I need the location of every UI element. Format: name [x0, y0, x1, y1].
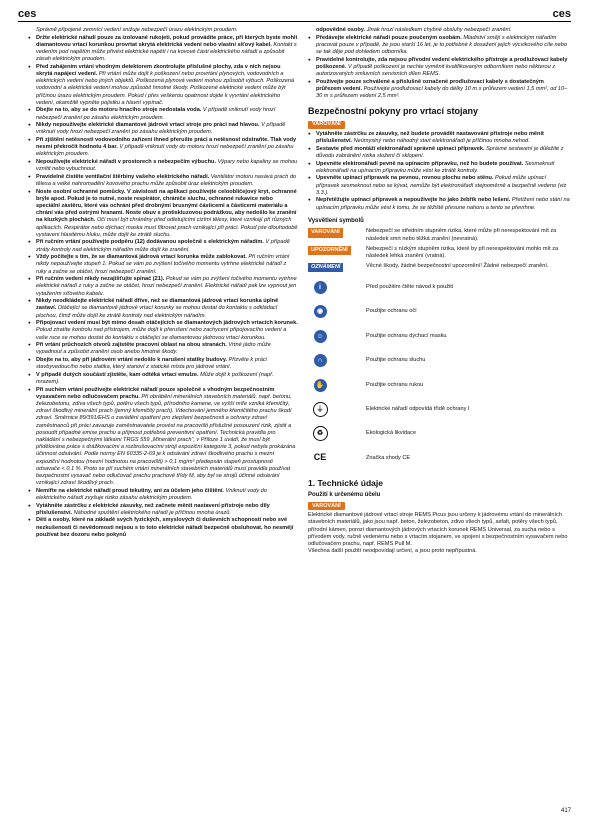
italic-text: Přetížení nebo stání na upínacím přípravku může vést k tomu, že se těžiště přesune nahoru a tento se převrhne. — [316, 197, 570, 211]
list-item — [308, 146, 570, 160]
stand-safety-list — [308, 131, 570, 212]
bold-text: Nepoužívejte elektrické nářadí v prostorech s nebezpečím výbuchu. — [36, 159, 218, 165]
warning-label: VAROVÁNÍ — [308, 121, 345, 129]
list-item — [28, 357, 298, 371]
italic-text: Pokud ztratíte kontrolu nad přístrojem, může dojít k přerušení nebo zachycení připojovacího vedení a vaše ruce se mohou dostat do kontaktu s otáčející se diamantovou jádrovou vrtací korunkou. — [36, 327, 287, 341]
header-left: ces — [18, 8, 37, 20]
right-column — [308, 27, 570, 555]
bold-text: Nepřetěžujte upínací přípravek a nepoužívejte ho jako žebřík nebo lešení. — [316, 197, 512, 204]
icon-list — [308, 275, 570, 470]
icon-row — [308, 300, 570, 324]
bold-text: V případě dutých součástí zjistěte, kam odtéká vrtací emulze. — [36, 371, 201, 378]
list-item — [308, 79, 570, 101]
italic-text: Kontakt s vedením pod napětím může přivést elektrické napětí i na kovové části elektrického nářadí a způsobit zásah elektrickým proudem. — [36, 41, 297, 63]
list-item — [28, 35, 298, 64]
list-item — [28, 239, 298, 253]
bold-text: Vždy počítejte s tím, že se diamantová jádrová vrtací korunka může zablokovat. — [36, 254, 249, 261]
list-item — [28, 387, 298, 488]
italic-text: Správně připojené zemnící vedení snižuje nebezpečí úrazu elektrickým proudem. — [36, 27, 238, 33]
tech-subtitle: Použití k určenému účelu — [308, 492, 381, 499]
symbol-text: Nebezpečí s nízkým stupněm rizika, které by při nerespektování mohlo mít za následek lehká zranění (vratná). — [366, 245, 559, 260]
list-item — [308, 27, 570, 34]
italic-text: Otáčející se diamantové jádrové vrtací korunky se mohou dostat do kontaktu s odkládací plochou, čímž může dojít ke ztrátě kontroly nad elektrickým nářadím. — [36, 305, 278, 319]
respirator-icon: ☺ — [314, 330, 327, 343]
italic-text: Při vrtání může dojít k poškození nebo provrtání plynových, vodovodních a elektrických vedení nebo jiných objektů. Poškozená plynová vedení mohou způsobit výbuch. Poškozená vodovodní a elektrická vedení mohou způsobit hmotné škody. Poškozené elektrické vedení může být příčinou úrazu elektrickým proudem. Pokud i přes veškerou opatrnost dojde k vyvrtání elektrického vedení, okamžitě vypněte pojistku a hlavní vypínač. — [36, 71, 295, 106]
list-item — [28, 159, 298, 173]
bold-text: Nikdy nepoužívejte elektrické diamantové jádrové vrtací stroje pro práci nad hlavou. — [36, 122, 262, 129]
tech-title: 1. Technické údaje — [308, 478, 383, 489]
bold-text: Upevněte upínací přípravek na pevnou, rovnou plochu nebo stěnu. — [316, 175, 496, 182]
symbols-title: Vysvětlení symbolů — [308, 217, 364, 224]
symbol-text: Nebezpečí se středním stupněm rizika, které může při nerespektování mít za následek smrt nebo těžká zranění (nevratná). — [366, 228, 557, 242]
italic-text: Oči musí být chráněny před odletujícími cizími tělesy, které vznikají při různých aplikacích. Respirátor nebo dýchací maska musí filtrovat prach vznikající při práci. Pokud jste dlouhodobě vystaveni hlasitému hluku, může dojít ke ztrátě sluchu. — [36, 217, 298, 238]
bold-text: Sestavte před montáží elektronářadí správně upínací přípravek. — [316, 145, 487, 152]
section-title: Bezpečnostní pokyny pro vrtací stojany — [308, 106, 479, 117]
bold-text: Dbejte na to, aby se do motoru hnacího stroje nedostala voda. — [36, 107, 203, 114]
list-item — [28, 276, 298, 298]
symbol-text: Věcné škody, žádné bezpečnostní upozornění! Žádné nebezpečí zranění. — [366, 263, 549, 270]
list-item — [308, 175, 570, 197]
italic-text: Ventilátor motoru nasává prach do tělesa a velké nahromadění kovového prachu může způsobit úraz elektrickým proudem. — [36, 173, 297, 187]
bold-text: Dbejte na to, aby při jádrovém vrtání nedošlo k narušení statiky budovy. — [36, 357, 229, 363]
italic-text: V případě vniknutí vody do motoru hrozí nebezpečí zranění po zásahu elektrickým proudem. — [36, 144, 294, 158]
symbol-row — [308, 263, 570, 272]
list-item — [28, 320, 298, 342]
symbol-row — [308, 246, 570, 260]
symbol-tag: UPOZORNĚNÍ — [308, 246, 351, 255]
list-item — [308, 57, 570, 79]
bold-text: Noste osobní ochranné pomůcky. V závislosti na aplikaci používejte celoobličejový kryt, ochranné brýle apod. Pokud je to nutné, noste respirátor, chrániče sluchu, ochranné rukavice nebo speciální zástěru, které vás ochrání před drobnými brusnými částicemi a částicemi materiálu a chrání vás před ostrými hranami. Noste obuv s protiskluzovou podrážkou, aby nedošlo ke zranění na kluzkých plochách. — [36, 188, 297, 224]
italic-text: Jinak hrozí následkem chybné obsluhy nebezpečí zranění. — [366, 27, 512, 33]
list-item — [28, 517, 298, 539]
icon-row — [308, 446, 570, 470]
icon-row — [308, 275, 570, 299]
list-item — [28, 298, 298, 320]
symbol-row — [308, 228, 570, 242]
italic-text: Vniknutí vody do elektrického nářadí zvyšuje riziko zásahu elektrickým proudem. — [36, 487, 267, 502]
bold-text: Při ručním vrtání používejte podpěru (12) dodávanou společně s elektrickým nářadím. — [36, 239, 266, 246]
bold-text: Vytáhněte zástrčku ze zásuvky, než budete provádět nastavování přístroje nebo měnit příslušenství. — [316, 130, 544, 145]
page-number: 417 — [560, 808, 571, 814]
recycling-icon: ♻ — [313, 426, 328, 441]
italic-text: Při ručním vrtání nikdy nepoužívejte stupeň 1. Pokud se vám po zvýšení točivého momentu vytrhne elektrické nářadí z ruky a začne se otáčet, hrozí nebezpečí zranění. — [36, 254, 290, 275]
list-item — [28, 174, 298, 188]
list-item — [28, 372, 298, 386]
bold-text: Při zjištění netěsnosti vodovodního zařízení ihned přerušte práci a netěsnost odstraňte. Tlak vody nesmí překročit hodnotu 4 bar. — [36, 137, 297, 151]
italic-text: Při obrábění minerálních stavebních materiálů, např. betonu, železobetonu, zdiva všech typů, potěru všech typů, přírodního kamene, ve vyšší míře vzniká křemičitý, zdraví škodlivý minerální prach (jemný křemičitý prach). Vdechování jemného křemičitého prachu škodí zdraví. Směrnice 89/391/EHS o zavádění opatření pro zlepšení bezpečnosti a ochrany zdraví zaměstnanců při práci zavazuje zaměstnavatele provést na pracovišti příslušné posouzení rizik, zjistit a posoudit případné emise prachu a přijmout potřebná preventivní opatření. Technická pravidla pro nakládání s nebezpečnými látkami TRGS 559 „Minerální prach“, v Příloze 1 uvádí, že musí být přidělována práce s drážkovacími a rozbrušovacími stroji expoziční kategorie 3, pokud nebyla prokázána účinnost odsávání. Podle normy EN 60335-2-69 je k odsávání zdraví škodlivého prachu s mezní expoziční hodnotou (mezní hodnotou na pracovišti) > 0,1 mg/m³ předepsán stupeň prostupnosti odsavače < 0,1 %. Proto se při suchém vrtání minerálních stavebních materiálů musí pravidla používat bezpečnostní vysavač nebo odlučovač prachu prachové třídy M, aby byl se strojů účinné odsávání vznikající zdraví škodlivý prach. — [36, 393, 296, 487]
italic-text: V případě vniknutí vody hrozí nebezpečí zranění po zásahu elektrickým proudem. — [36, 107, 276, 121]
bold-text: Nikdy neodkládejte elektrické nářadí dříve, než se diamantová jádrová vrtací korunka úplně zastaví. — [36, 298, 279, 312]
italic-text: Pokud může upínací přípravek sesmeknout nebo se kývat, nemůže být elektronářadí stejnoměrně a bezpečně vedeno (viz 3.3.). — [316, 175, 567, 196]
protection-class-icon: ⏚ — [313, 402, 328, 417]
icon-text: Použijte ochranu sluchu — [366, 357, 426, 364]
ear-protection-icon: ∩ — [314, 354, 327, 367]
bold-text: Při vrtání průchozích otvorů zajistěte pracovní oblast na obou stranách. — [36, 342, 229, 349]
bold-text: odpovědné osoby. — [316, 27, 367, 33]
italic-text: Náhodné spuštění elektrického nářadí je příčinou mnoha úrazů. — [73, 509, 231, 516]
header-rule — [18, 21, 571, 22]
italic-text: Přizvěte k práci stavbyvedoucího nebo statika, který stanoví z statické místa pro jádrové vrtání. — [36, 357, 267, 371]
list-item — [28, 64, 298, 107]
icon-text: Elektrické nářadí odpovídá třídě ochrany I — [366, 405, 470, 412]
bold-text: Upevněte elektronářadí pevně na upínacím přípravku, než ho budete používat. — [316, 160, 525, 167]
bold-text: Předávejte elektrické nářadí pouze poučeným osobám. — [316, 34, 464, 41]
icon-row — [308, 422, 570, 446]
list-item — [308, 131, 570, 145]
right-top-list — [308, 27, 570, 100]
bold-text: Nemířte na elektrické nářadí proud tekutiny, ani za účelem jeho čištění. — [36, 487, 226, 494]
left-column — [28, 27, 298, 539]
bold-text: Vytáhněte zástrčku z elektrické zásuvky, než začnete měnit nastavení přístroje nebo díly příslušenství. — [36, 502, 270, 516]
list-item — [28, 254, 298, 276]
ce-mark-icon: CE — [313, 452, 327, 463]
italic-text: Výpary nebo kapaliny se mohou vznítit nebo vybuchnout. — [36, 159, 298, 173]
icon-row — [308, 397, 570, 421]
icon-text: Značka shody CE — [366, 454, 411, 461]
icon-text: Použijte ochranu dýchací masku — [366, 332, 447, 339]
list-item — [28, 189, 298, 239]
tech-paragraph-2: Všechna další použití neodpovídají určení, a jsou proto nepřípustná. — [308, 548, 477, 555]
list-item — [28, 488, 298, 502]
icon-text: Použijte ochranu rukou — [366, 381, 424, 388]
bold-text: Používejte pouze schválené a příslušně označené prodlužovací kabely s dostatečným průřezem vedení. — [316, 78, 544, 92]
italic-text: Pokud se vám po zvýšení točivého momentu vytrhne elektrické nářadí z ruky a začne se otáčet, hrozí nebezpečí zranění. Elektrické nářadí pak lze vypnout jen vytažením síťového kabelu. — [36, 276, 297, 297]
italic-text: Sesmeknutí elektronářadí na upínacím přípravku může vést ke ztrátě kontroly. — [316, 160, 555, 174]
list-item — [28, 122, 298, 136]
tech-paragraph-1: Elektrické diamantové jádrové vrtací stroje REMS Picus jsou určeny k jádrovému vrtání do minerálních stavebních materiálů, jako jsou např. beton, železobeton, zdivo všech typů, asfalt, potěry všech typů, přírodní kámen, porozí diamantových jádrových vrtacích korunek REMS Universal, za sucha nebo s přívodem vody, ručně vedenému nebo s vrtacím stojanem, ve spojení s bezpečnostním vysavačem nebo odlučovačem prachu, např. REMS Pull M. — [308, 512, 568, 548]
italic-text: Vrtné jádro může vypadnout a způsobit zranění osob anebo hmotné škody. — [36, 342, 271, 356]
italic-text: Může dojít k poškození (např. mrazem). — [36, 371, 274, 385]
bold-text: Před zahájením vrtání vhodným detektorem zkontrolujte příslušné plochy, zda v nich nejsou skrytá napájecí vedení. — [36, 63, 281, 77]
list-item — [28, 27, 298, 34]
icon-text: Ekologická likvidace — [366, 430, 417, 437]
icon-row — [308, 373, 570, 397]
italic-text: V případě vniknutí vody hrozí nebezpečí zranění po zásahu elektrickým proudem. — [36, 122, 286, 136]
list-item — [28, 342, 298, 356]
list-item — [308, 35, 570, 57]
italic-text: Správné sestavení je důležité z důvodu zabránění rizika složení či sklopení. — [316, 145, 564, 159]
icon-row — [308, 324, 570, 348]
manual-icon: i — [314, 281, 327, 294]
icon-text: Před použitím čtěte návod k použití — [366, 283, 454, 290]
icon-row — [308, 349, 570, 373]
list-item — [308, 161, 570, 175]
italic-text: Neúmyslný nebo náhodný start elektronářadí je příčinou mnoha nehod. — [353, 138, 530, 145]
bold-text: Držte elektrické nářadí pouze za izolované rukojeti, pokud provádíte práce, při kterých byste mohli diamantovou vrtací korunkou provrtat skrytá elektrická vedení nebo vlastní síťový kabel. — [36, 34, 298, 48]
list-item — [308, 197, 570, 211]
italic-text: V případě poškození je nechte vyměnit kvalifikovaným odborníkem nebo některou z autorizovaných smluvních servisních dílen REMS. — [316, 63, 556, 77]
header-right: ces — [552, 8, 571, 20]
eye-protection-icon: ◉ — [314, 305, 327, 318]
bold-text: Pravidelně kontrolujte, zda nejsou přívodní vedení elektrického přístroje a prodlužovací kabely poškozené. — [316, 56, 568, 70]
list-item — [28, 137, 298, 159]
tech-warning-label: VAROVÁNÍ — [308, 502, 345, 510]
list-item — [28, 503, 298, 517]
bold-text: Děti a osoby, které na základě svých fyzických, smyslových či duševních schopností nebo své nezkušenosti či nevědomosti nejsou s to toto elektrické nářadí bezpečně obsluhovat, ho nesmějí používat bez dozoru nebo pokynů — [36, 517, 294, 538]
bold-text: Při ručním vedení nikdy nezajišťujte spínač (21). — [36, 276, 166, 283]
gloves-icon: ✋ — [314, 379, 327, 392]
symbols-list — [308, 228, 570, 272]
italic-text: Mladiství smějí s elektrickým nářadím pracovat pouze v případě, že jsou starší 16 let, je to potřebné k dosažení jejich výcvikového cíle nebo se tak děje pod dohledem odborníka. — [316, 34, 567, 55]
symbol-tag: VAROVÁNÍ — [308, 228, 343, 237]
italic-text: Používejte prodlužovací kabely do délky 10 m s průřezem vedení 1,5 mm², od 10–30 m s průřezem vedení 2,5 mm². — [316, 85, 568, 99]
bold-text: Pravidelně čistěte ventilační štěrbiny vašeho elektrického nářadí. — [36, 173, 211, 180]
bold-text: Při suchém vrtání používejte elektrické nářadí pouze společně s vhodným bezpečnostním vysavačem nebo odlučovačem prachu. — [36, 386, 275, 400]
bold-text: Připojovací vedení musí být mimo dosah otáčejících se diamantových jádrových vrtacích korunek. — [36, 320, 298, 327]
icon-text: Použijte ochranu očí — [366, 308, 417, 315]
list-item — [28, 107, 298, 121]
symbol-tag: OZNÁMENÍ — [308, 263, 343, 272]
italic-text: V případě ztráty kontroly nad elektrickým nářadím může dojít ke zranění. — [36, 239, 290, 253]
